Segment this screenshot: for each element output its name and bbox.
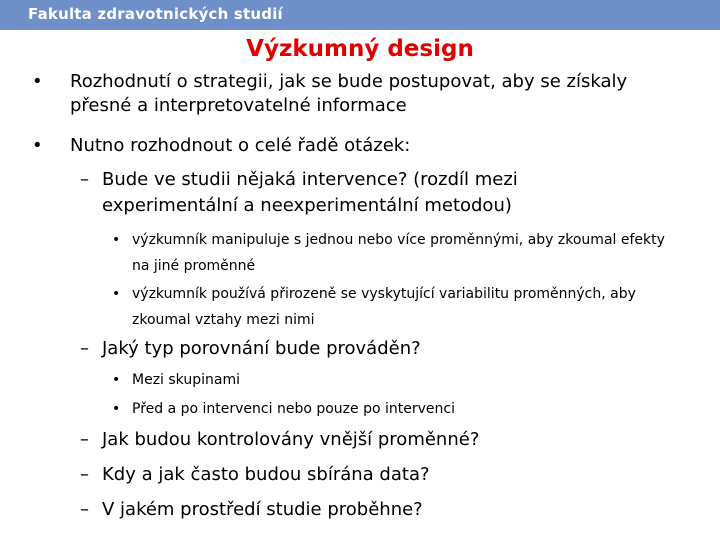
sub-item-text: Kdy a jak často budou sbírána data?: [102, 464, 430, 485]
sub-item: [80, 336, 680, 362]
sub-item-text: Jaký typ porovnání bude prováděn?: [102, 338, 421, 359]
sub-sub-item-text: výzkumník používá přirozeně se vyskytující variabilitu proměnných, aby zkoumal vztahy mezi nimi: [132, 286, 636, 328]
dash-marker: –: [80, 338, 89, 359]
sub-sub-item: [112, 227, 672, 279]
bullet-text: Nutno rozhodnout o celé řadě otázek:: [70, 135, 411, 156]
dash-marker: –: [80, 499, 89, 520]
dash-marker: –: [80, 464, 89, 485]
sub-sub-item-text: Před a po intervenci nebo pouze po intervenci: [132, 401, 455, 417]
header-bar: [0, 0, 720, 30]
sub-item: [80, 427, 680, 453]
bullet-marker: •: [112, 401, 121, 417]
bullet-item: [32, 70, 692, 118]
bullet-marker: •: [32, 71, 43, 92]
faculty-title: Fakulta zdravotnických studií: [28, 5, 283, 23]
sub-sub-item: [112, 396, 672, 422]
bullet-marker: •: [112, 286, 121, 302]
bullet-text: Rozhodnutí o strategii, jak se bude postupovat, aby se získaly přesné a interpretovatelné informace: [70, 71, 628, 116]
sub-item-text: V jakém prostředí studie proběhne?: [102, 499, 423, 520]
sub-item-text: Bude ve studii nějaká intervence? (rozdíl mezi experimentální a neexperimentální metodou): [102, 169, 518, 216]
dash-marker: –: [80, 169, 89, 190]
sub-item-text: Jak budou kontrolovány vnější proměnné?: [102, 429, 480, 450]
sub-item: [80, 462, 680, 488]
sub-sub-item-text: Mezi skupinami: [132, 372, 240, 388]
sub-sub-item: [112, 367, 672, 393]
bullet-marker: •: [32, 135, 43, 156]
bullet-marker: •: [112, 372, 121, 388]
sub-sub-item: [112, 281, 692, 333]
bullet-item: [32, 134, 692, 158]
sub-sub-item-text: výzkumník manipuluje s jednou nebo více proměnnými, aby zkoumal efekty na jiné proměnné: [132, 232, 665, 274]
dash-marker: –: [80, 429, 89, 450]
sub-item: [80, 497, 680, 523]
sub-item: [80, 167, 600, 219]
bullet-marker: •: [112, 232, 121, 248]
slide-title: Výzkumný design: [246, 36, 474, 62]
